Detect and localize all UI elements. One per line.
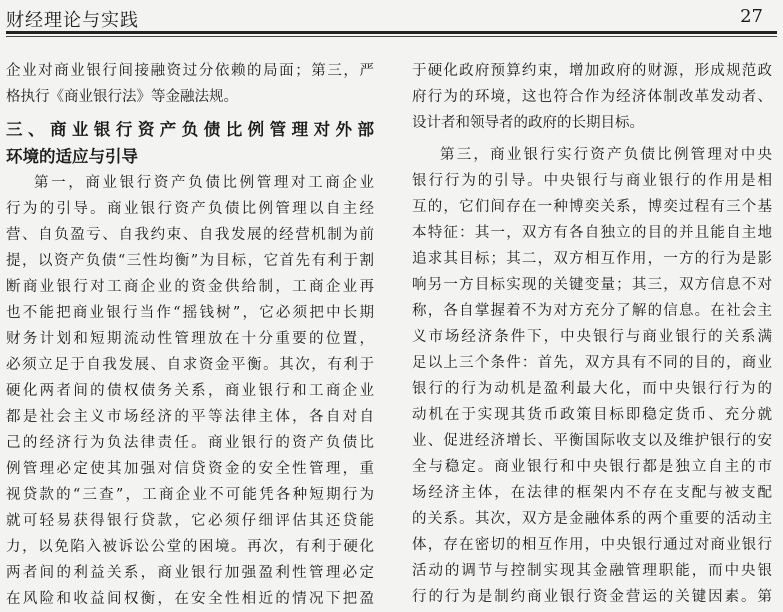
text-line: 府行为的环境，这也符合作为经济体制改革发动者、 — [412, 89, 772, 105]
text-line: 营、自负盈亏、自我约束、自我发展的经营机制为前 — [6, 227, 374, 243]
text-line: 互的，它们间存在一种博奕关系，博奕过程有三个基 — [412, 199, 772, 215]
text-line: 格执行《商业银行法》等金融法规。 — [6, 89, 238, 105]
header-rule-thick — [6, 31, 777, 34]
text-line: 都是社会主义市场经济的平等法律主体，各自对自 — [6, 409, 374, 425]
section-heading-line: 三、商业银行资产负债比例管理对外部 — [6, 120, 374, 139]
text-line: 设计者和领导者的政府的长期目标。 — [412, 115, 644, 131]
text-line: 响另一方目标实现的关键变量；其三，双方信息不对 — [412, 277, 772, 293]
text-line: 断商业银行对工商企业的资金供给制，工商企业再 — [6, 279, 374, 295]
text-line: 例管理必定使其加强对信贷资金的安全性管理，重 — [6, 461, 374, 477]
text-line: 业、促进经济增长、平衡国际收支以及维护银行的安 — [412, 433, 772, 449]
page-header — [6, 4, 777, 31]
text-line: 场经济主体，在法律的框架内不存在支配与被支配 — [412, 485, 772, 501]
text-line: 的关系。其次，双方是金融体系的两个重要的活动主 — [412, 511, 772, 527]
text-line: 企业对商业银行间接融资过分依赖的局面；第三，严 — [6, 63, 374, 79]
text-line: 提，以资产负债“三性均衡”为目标，它首先有利于割 — [6, 253, 374, 269]
text-line: 行的行为是制约商业银行资金营运的关键因素。第 — [412, 589, 772, 605]
text-line: 称，各自掌握着不为对方充分了解的信息。在社会主 — [412, 303, 772, 319]
text-line: 体，存在密切的相互作用，中央银行通过对商业银行 — [412, 537, 772, 553]
text-line: 也不能把商业银行当作“摇钱树”，它必须把中长期 — [6, 305, 374, 321]
text-line: 必须立足于自我发展、自求资金平衡。其次，有利于 — [6, 357, 374, 373]
text-line: 动机在于实现其货币政策目标即稳定货币、充分就 — [412, 407, 772, 423]
text-line: 活动的调节与控制实现其金融管理职能，而中央银 — [412, 563, 772, 579]
text-line: 两者间的利益关系，商业银行加强盈利性管理必定 — [6, 565, 374, 581]
page-number: 27 — [740, 6, 763, 27]
text-line: 银行行为的引导。中央银行与商业银行的作用是相 — [412, 173, 772, 189]
text-line: 第三，商业银行实行资产负债比例管理对中央 — [440, 147, 772, 163]
text-line: 足以上三个条件：首先，双方具有不同的目的，商业 — [412, 355, 772, 371]
text-line: 财务计划和短期流动性管理放在十分重要的位置， — [6, 331, 374, 347]
text-line: 追求其目标；其二，双方相互作用，一方的行为是影 — [412, 251, 772, 267]
text-line: 银行的行为动机是盈利最大化，而中央银行行为的 — [412, 381, 772, 397]
text-line: 第一，商业银行资产负债比例管理对工商企业 — [34, 175, 374, 191]
left-column — [6, 58, 374, 612]
text-line: 力，以免陷入被诉讼公堂的困境。再次，有利于硬化 — [6, 539, 374, 555]
text-line: 己的经济行为负法律责任。商业银行的资产负债比 — [6, 435, 374, 451]
text-line: 全与稳定。商业银行和中央银行都是独立自主的市 — [412, 459, 772, 475]
section-heading-line: 环境的适应与引导 — [6, 147, 138, 166]
text-line: 本特征：其一，双方有各自独立的目的并且能自主地 — [412, 225, 772, 241]
right-column — [412, 58, 772, 610]
text-line: 行为的引导。商业银行资产负债比例管理以自主经 — [6, 201, 374, 217]
text-line: 就可轻易获得银行贷款，它必须仔细评估其还贷能 — [6, 513, 374, 529]
text-line: 义市场经济条件下，中央银行与商业银行的关系满 — [412, 329, 772, 345]
header-rule-thin — [6, 36, 777, 37]
text-line: 硬化两者间的债权债务关系，商业银行和工商企业 — [6, 383, 374, 399]
text-line: 视贷款的“三查”，工商企业不可能凭各种短期行为 — [6, 487, 374, 503]
journal-title: 财经理论与实践 — [6, 10, 139, 31]
text-line: 于硬化政府预算约束，增加政府的财源，形成规范政 — [412, 63, 772, 79]
text-line: 在风险和收益间权衡，在安全性相近的情况下把盈 — [6, 591, 374, 607]
